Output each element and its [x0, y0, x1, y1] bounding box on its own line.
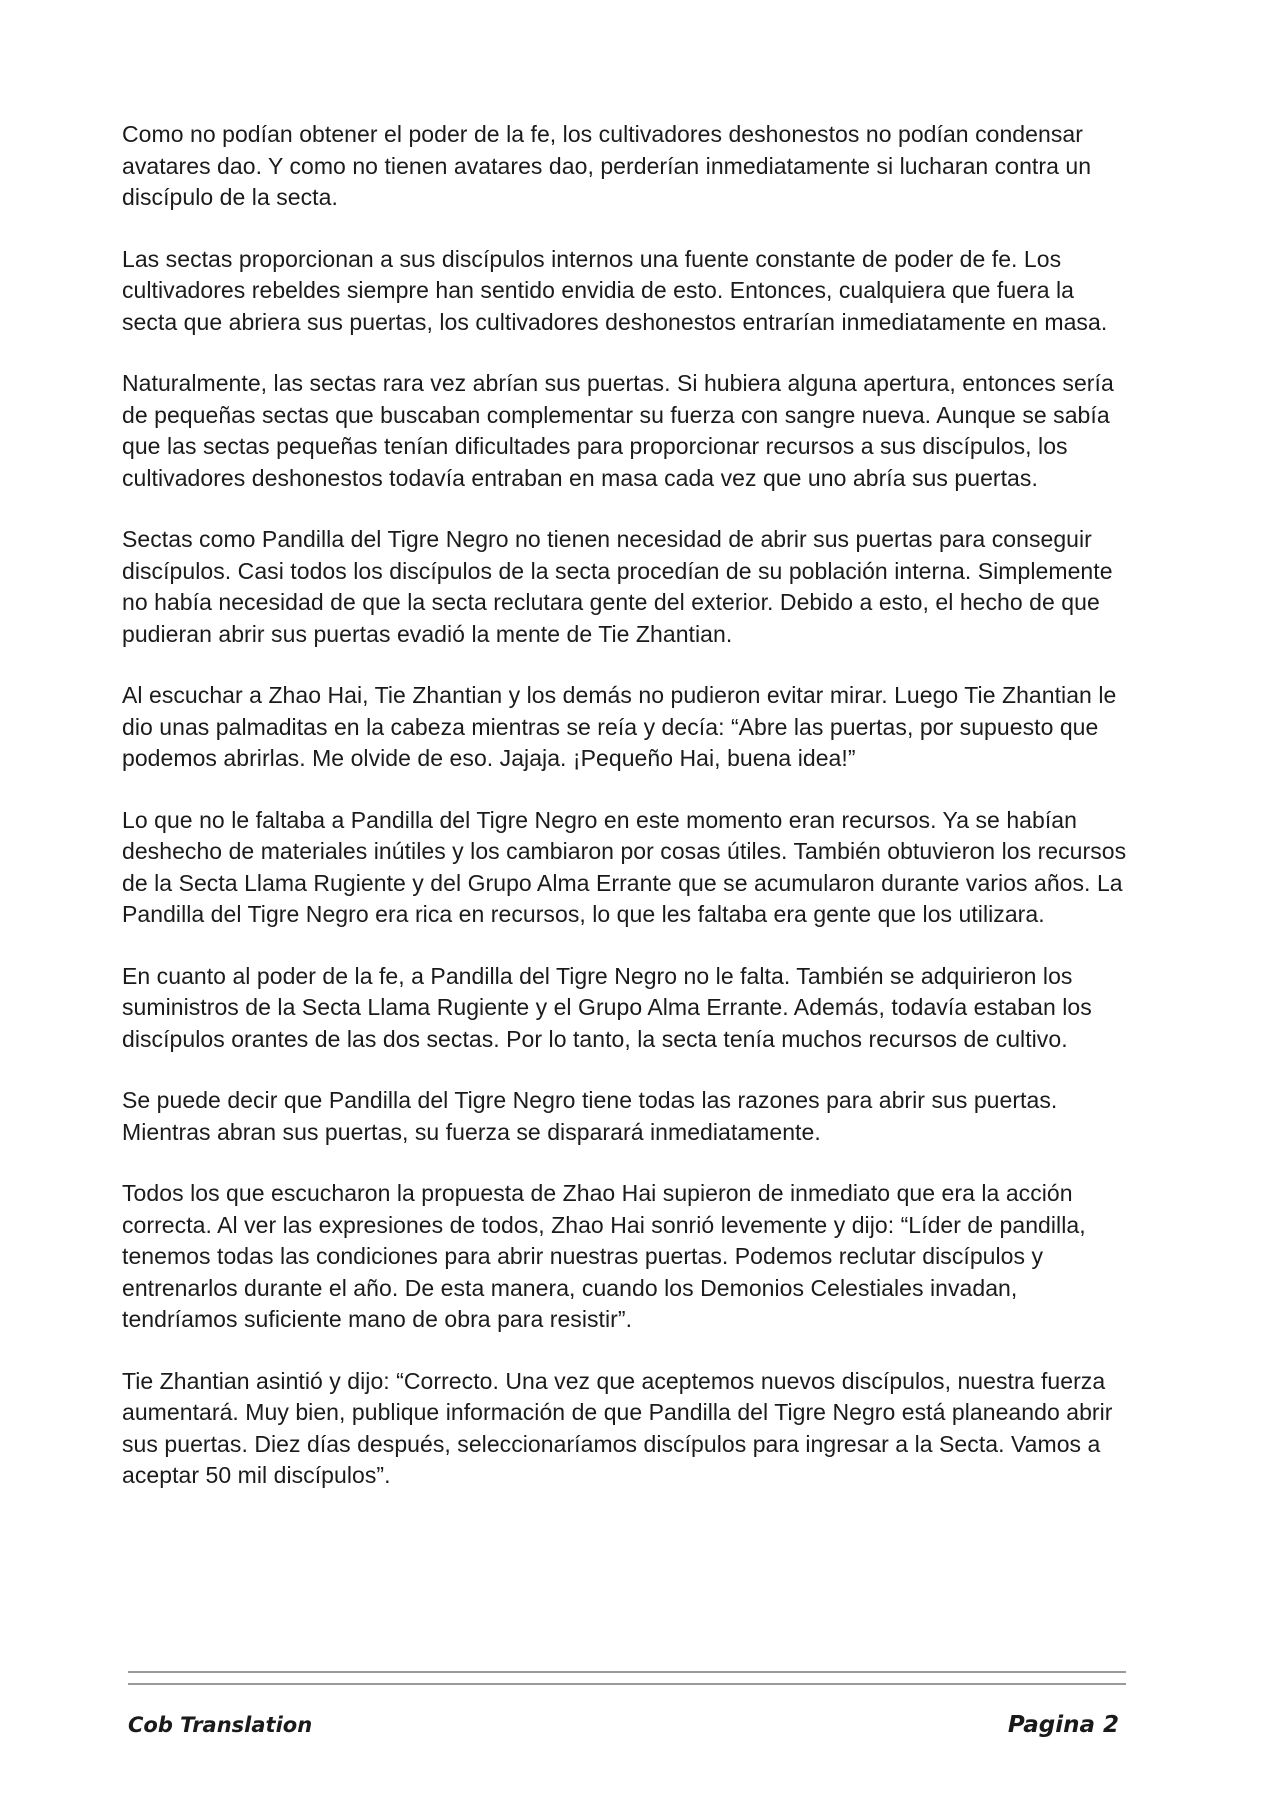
paragraph-3: Naturalmente, las sectas rara vez abrían sus puertas. Si hubiera alguna apertura, entonces sería de pequeñas sectas que buscaban complementar su fuerza con sangre nueva. Aunque se sabía que las sectas pequeñas tenían dificultades para proporcionar recursos a sus discípulos, los cultivadores deshonestos todavía entraban en masa cada vez que uno abría sus puertas.	[122, 370, 1114, 491]
document-body	[122, 119, 1132, 1522]
paragraph-9: Todos los que escucharon la propuesta de Zhao Hai supieron de inmediato que era la acción correcta. Al ver las expresiones de todos, Zhao Hai sonrió levemente y dijo: “Líder de pandilla, tenemos todas las condiciones para abrir nuestras puertas. Podemos reclutar discípulos y entrenarlos durante el año. De esta manera, cuando los Demonios Celestiales invadan, tendríamos suficiente mano de obra para resistir”.	[122, 1180, 1086, 1332]
paragraph-6: Lo que no le faltaba a Pandilla del Tigre Negro en este momento eran recursos. Ya se habían deshecho de materiales inútiles y los cambiaron por cosas útiles. También obtuvieron los recursos de la Secta Llama Rugiente y del Grupo Alma Errante que se acumularon durante varios años. La Pandilla del Tigre Negro era rica en recursos, lo que les faltaba era gente que los utilizara.	[122, 806, 1127, 927]
paragraph-7: En cuanto al poder de la fe, a Pandilla del Tigre Negro no le falta. También se adquirieron los suministros de la Secta Llama Rugiente y el Grupo Alma Errante. Además, todavía estaban los discípulos orantes de las dos sectas. Por lo tanto, la secta tenía muchos recursos de cultivo.	[122, 962, 1092, 1052]
footer-credit: Cob Translation	[128, 1713, 313, 1737]
paragraph-5: Al escuchar a Zhao Hai, Tie Zhantian y los demás no pudieron evitar mirar. Luego Tie Zhantian le dio unas palmaditas en la cabeza mientras se reía y decía: “Abre las puertas, por supuesto que podemos abrirlas. Me olvide de eso. Jajaja. ¡Pequeño Hai, buena idea!”	[122, 682, 1117, 771]
paragraph-4: Sectas como Pandilla del Tigre Negro no tienen necesidad de abrir sus puertas para conseguir discípulos. Casi todos los discípulos de la secta procedían de su población interna. Simplemente no había necesidad de que la secta reclutara gente del exterior. Debido a esto, el hecho de que pudieran abrir sus puertas evadió la mente de Tie Zhantian.	[122, 526, 1113, 647]
footer-divider-bottom	[128, 1683, 1126, 1685]
footer-divider-top	[128, 1671, 1126, 1673]
paragraph-2: Las sectas proporcionan a sus discípulos internos una fuente constante de poder de fe. Los cultivadores rebeldes siempre han sentido envidia de esto. Entonces, cualquiera que fuera la secta que abriera sus puertas, los cultivadores deshonestos entrarían inmediatamente en masa.	[122, 245, 1108, 335]
paragraph-8: Se puede decir que Pandilla del Tigre Negro tiene todas las razones para abrir sus puertas. Mientras abran sus puertas, su fuerza se disparará inmediatamente.	[122, 1087, 1058, 1145]
paragraph-1: Como no podían obtener el poder de la fe, los cultivadores deshonestos no podían condensar avatares dao. Y como no tienen avatares dao, perderían inmediatamente si lucharan contra un discípulo de la secta.	[122, 121, 1092, 210]
page-number: Pagina 2	[1007, 1712, 1119, 1738]
paragraph-10: Tie Zhantian asintió y dijo: “Correcto. Una vez que aceptemos nuevos discípulos, nuestra fuerza aumentará. Muy bien, publique información de que Pandilla del Tigre Negro está planeando abrir sus puertas. Diez días después, seleccionaríamos discípulos para ingresar a la Secta. Vamos a aceptar 50 mil discípulos”.	[122, 1367, 1113, 1488]
